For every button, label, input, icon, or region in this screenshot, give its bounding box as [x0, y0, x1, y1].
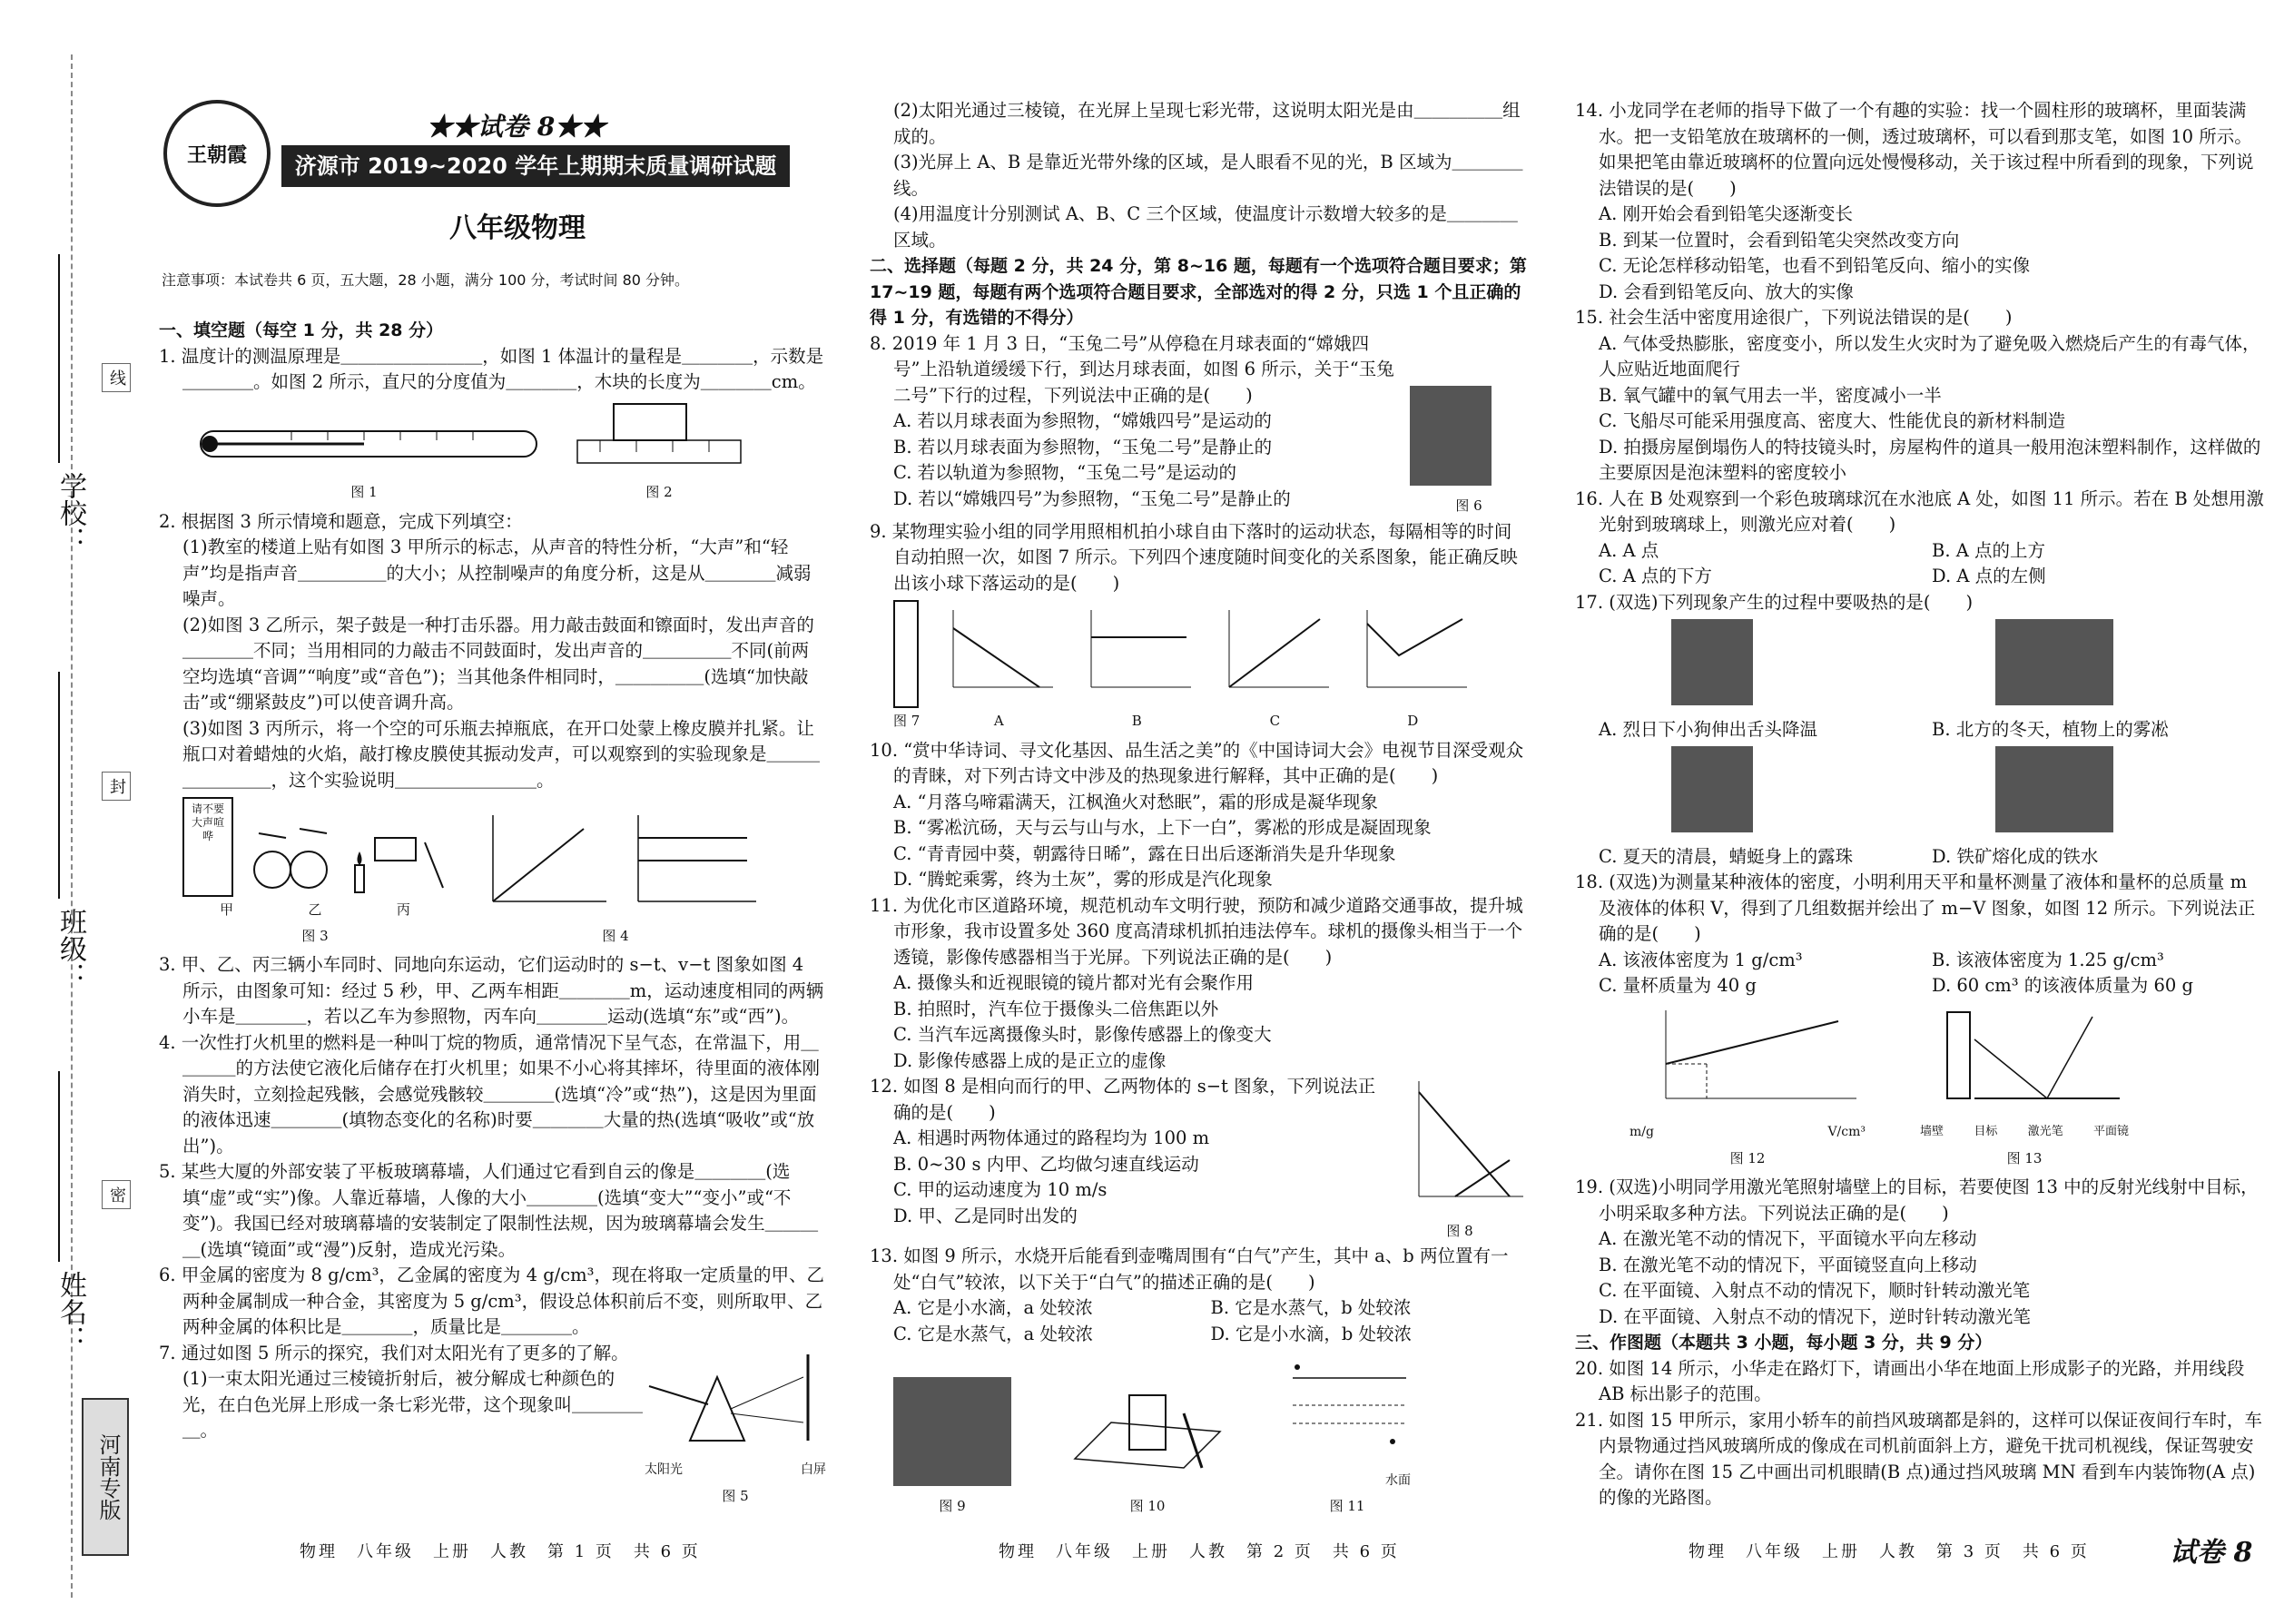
- fig12-ylabel: m/g: [1629, 1125, 1654, 1139]
- figure-4-graphs: [466, 806, 765, 915]
- question-6: 6. 甲金属的密度为 8 g/cm³，乙金属的密度为 4 g/cm³，现在将取一定质量的甲、乙两种金属制成一种合金，其密度为 5 g/cm³，假设总体积前后不变，则所取甲、乙两种金属的体积比是＿＿＿＿，质量比是＿＿＿＿。: [159, 1265, 824, 1337]
- seal-mark-secret: 密: [102, 1180, 131, 1209]
- footer-page-1: 物理 八年级 上册 人教 第 1 页 共 6 页: [300, 1542, 701, 1561]
- section-heading: 一、填空题（每空 1 分，共 28 分）: [159, 320, 444, 340]
- question-2-part-1: (1)教室的楼道上贴有如图 3 甲所示的标志，从声音的特性分析，“大声”和“轻声”均是指声音＿＿＿＿＿的大小；从控制噪声的角度分析，这是从＿＿＿＿减弱噪声。: [182, 536, 812, 609]
- rime-photo: [1995, 619, 2113, 705]
- laser-label: 激光笔: [2027, 1125, 2063, 1138]
- figure-12-caption: 图 12: [1729, 1149, 1766, 1166]
- question-9: 9. 某物理实验小组的同学用照相机拍小球自由下落时的运动状态，每隔相等的时间自动拍照一次，如图 7 所示。下列四个速度随时间变化的关系图象，能正确反映出该小球下落运动的是( ): [870, 520, 1518, 594]
- figure-2-caption: 图 2: [645, 484, 673, 500]
- option-c[interactable]: C. A 点的下方: [1599, 566, 1712, 586]
- column-1: [159, 318, 826, 1509]
- label-jia: 甲: [220, 901, 234, 918]
- option-d[interactable]: D. 影像传感器上成的是正立的虚像: [893, 1049, 1167, 1071]
- question-12: 12. 如图 8 是相向而行的甲、乙两物体的 s−t 图象，下列说法正确的是( ): [870, 1076, 1376, 1123]
- brand-logo: [163, 100, 271, 207]
- quiet-sign: [182, 797, 233, 897]
- question-2-part-2: (2)如图 3 乙所示，架子鼓是一种打击乐器。用力敲击鼓面和镲面时，发出声音的＿＿＿＿不同；当用相同的力敲击不同鼓面时，发出声音的＿＿＿＿＿不同(前两空均选填“音调”“响度”或“音色”)；当其他条件相同时，＿＿＿＿＿(选填“加快敲击”或“绷紧鼓皮”)可以使音调升高。: [182, 614, 814, 713]
- school-field[interactable]: [58, 254, 60, 463]
- figure-9-11: [870, 1351, 1528, 1520]
- question-7-part-3: (3)光屏上 A、B 是靠近光带外缘的区域，是人眼看不见的光，B 区域为＿＿＿＿线。: [893, 152, 1523, 199]
- options-row: [1575, 538, 2265, 565]
- cut-line: [71, 54, 74, 1598]
- footer-page-2: 物理 八年级 上册 人教 第 2 页 共 6 页: [999, 1542, 1400, 1561]
- question-7-part-4: (4)用温度计分别测试 A、B、C 三个区域，使温度计示数增大较多的是＿＿＿＿区域。: [893, 203, 1518, 251]
- option-a[interactable]: A. 该液体密度为 1 g/cm³: [1599, 949, 1803, 970]
- option-c[interactable]: C. 当汽车远离摄像头时，影像传感器上的像变大: [893, 1024, 1272, 1045]
- label-yi: 乙: [308, 901, 322, 918]
- option-a[interactable]: A. 相遇时两物体通过的路程均为 100 m: [893, 1127, 1210, 1148]
- option-d[interactable]: D. 60 cm³ 的该液体质量为 60 g: [1932, 975, 2193, 996]
- options-row: [1575, 948, 2265, 974]
- graph-d: [1354, 601, 1472, 701]
- option-b[interactable]: B. 它是水蒸气，b 处较浓: [1210, 1297, 1412, 1318]
- notice: 注意事项：本试卷共 6 页，五大题，28 小题，满分 100 分，考试时间 80 分钟。: [162, 271, 690, 289]
- seal-mark-line: 线: [102, 363, 131, 392]
- option-d[interactable]: D. 它是小水滴，b 处较浓: [1210, 1323, 1413, 1344]
- option-c[interactable]: C. 甲的运动速度为 10 m/s: [893, 1179, 1108, 1200]
- option-d[interactable]: D. 在平面镜、入射点不动的情况下，逆时针转动激光笔: [1599, 1305, 2031, 1327]
- graph-b-label: B: [1131, 713, 1142, 729]
- graph-a-label: A: [993, 713, 1004, 729]
- question-8: 8. 2019 年 1 月 3 日，“玉兔二号”从停稳在月球表面的“嫦娥四号”上沿轨道缓缓下行，到达月球表面，如图 6 所示，关于“玉兔二号”下行的过程，下列说法中正确的是( ): [870, 332, 1394, 406]
- paper-number: ★★试卷 8★★: [427, 112, 606, 142]
- option-d[interactable]: D. 铁矿熔化成的铁水: [1932, 845, 2099, 867]
- option-a[interactable]: A. 烈日下小狗伸出舌头降温: [1599, 718, 1817, 740]
- class-label: 班级：: [54, 908, 86, 989]
- question-17: 17. (双选)下列现象产生的过程中要吸热的是( ): [1575, 591, 1974, 613]
- paper-tag: 试卷 8: [2170, 1537, 2253, 1569]
- question-15: 15. 社会生活中密度用途很广，下列说法错误的是( ): [1575, 307, 2013, 328]
- option-b[interactable]: B. 拍照时，汽车位于摄像头二倍焦距以外: [893, 998, 1219, 1019]
- options-row: [870, 1295, 1528, 1322]
- option-a[interactable]: A. 若以月球表面为参照物，“嫦娥四号”是运动的: [893, 410, 1272, 431]
- question-14: 14. 小龙同学在老师的指导下做了一个有趣的实验：找一个圆柱形的玻璃杯，里面装满水。把一支铅笔放在玻璃杯的一侧，透过玻璃杯，可以看到那支笔，如图 10 所示。如果把笔由靠近玻璃杯的位置向远处慢慢移动，关于该过程中所看到的现象，下列说法错误的是( ): [1575, 100, 2254, 199]
- question-13: 13. 如图 9 所示，水烧开后能看到壶嘴周围有“白气”产生，其中 a、b 两位置有一处“白气”较浓，以下关于“白气”的描述正确的是( ): [870, 1245, 1509, 1293]
- question-3: 3. 甲、乙、丙三辆小车同时、同地向东运动，它们运动时的 s−t、v−t 图象如图 4 所示，由图象可知：经过 5 秒，甲、乙两车相距＿＿＿＿m，运动速度相同的两辆小车是＿＿＿＿，若以乙车为参照物，丙车向＿＿＿＿运动(选填“东”或“西”)。: [159, 954, 824, 1027]
- glass-pencil-figure: [1066, 1377, 1229, 1486]
- wall-label: 墙壁: [1920, 1125, 1944, 1138]
- options-row: [1575, 973, 2265, 999]
- option-b[interactable]: B. 氧气罐中的氧气用去一半，密度减小一半: [1599, 384, 1942, 406]
- column-3: [1575, 98, 2265, 1511]
- figure-7: [870, 600, 1528, 734]
- school-label: 学校：: [54, 472, 86, 554]
- figure-12-graph: [1629, 1003, 1866, 1112]
- option-a[interactable]: A. 摄像头和近视眼镜的镜片都对光有会聚作用: [893, 972, 1254, 993]
- question-20: 20. 如图 14 所示，小华走在路灯下，请画出小华在地面上形成影子的光路，并用线段 AB 标出影子的范围。: [1575, 1357, 2245, 1404]
- option-c[interactable]: C. 量杯质量为 40 g: [1599, 975, 1757, 996]
- graph-d-label: D: [1407, 713, 1419, 729]
- option-c[interactable]: C. 飞船尽可能采用强度高、密度大、性能优良的新材料制造: [1599, 410, 2066, 431]
- exam-banner: 济源市 2019~2020 学年上期期末质量调研试题: [281, 145, 790, 187]
- section-heading: 三、作图题（本题共 3 小题，每小题 3 分，共 9 分）: [1575, 1333, 1993, 1353]
- sunlight-label: 太阳光: [645, 1462, 683, 1477]
- drum-kit-figure: [250, 815, 331, 897]
- question-7-part-1: (1)一束太阳光通过三棱镜折射后，被分解成七种颜色的光，在白色光屏上形成一条七彩光带，这个现象叫＿＿＿＿＿。: [182, 1368, 644, 1441]
- figure-8-graph: [1392, 1074, 1528, 1210]
- graph-b: [1078, 601, 1196, 701]
- option-b[interactable]: B. 在激光笔不动的情况下，平面镜竖直向上移动: [1599, 1254, 1977, 1275]
- figure-8-caption: 图 8: [1446, 1222, 1473, 1239]
- mirror-label: 平面镜: [2092, 1125, 2129, 1138]
- option-c[interactable]: C. “青青园中葵，朝露待日晞”，露在日出后逐渐消失是升华现象: [893, 842, 1396, 864]
- lunar-rover-photo: [1410, 386, 1492, 486]
- question-2-part-3: (3)如图 3 丙所示，将一个空的可乐瓶去掉瓶底，在开口处蒙上橡皮膜并扎紧。让瓶口对着蜡烛的火焰，敲打橡皮膜使其振动发声，可以观察到的实验现象是＿＿＿＿＿＿＿＿，这个实验说明＿＿＿＿＿＿＿＿。: [182, 717, 821, 791]
- figure-4-caption: 图 4: [602, 927, 629, 944]
- section-heading: 二、选择题（每题 2 分，共 24 分，第 8~16 题，每题有一个选项符合题目要求；第 17~19 题，每题有两个选项符合题目要求，全部选对的得 2 分，只选 1 个且正确的得 1 分，有选错的不得分）: [870, 256, 1527, 328]
- graph-c: [1216, 601, 1334, 701]
- options-row: [1575, 717, 2265, 743]
- kettle-photo: [893, 1377, 1011, 1486]
- water-surface-label: 水面: [1385, 1472, 1411, 1488]
- figure-11-caption: 图 11: [1329, 1498, 1365, 1514]
- figure-5-caption: 图 5: [722, 1487, 749, 1504]
- seal-mark-seal: 封: [102, 772, 131, 801]
- options-row: [870, 1322, 1528, 1348]
- dragonfly-photo: [1671, 746, 1753, 832]
- option-d[interactable]: D. 若以“嫦娥四号”为参照物，“玉兔二号”是静止的: [893, 487, 1291, 509]
- option-a[interactable]: A. A 点: [1599, 539, 1659, 561]
- question-19: 19. (双选)小明同学用激光笔照射墙壁上的目标，若要使图 13 中的反射光线射中目标，小明采取多种方法。下列说法正确的是( ): [1575, 1176, 2259, 1224]
- option-b[interactable]: B. 0~30 s 内甲、乙均做匀速直线运动: [893, 1153, 1199, 1175]
- name-field[interactable]: [58, 1071, 60, 1262]
- option-c[interactable]: C. 夏天的清晨，蜻蜓身上的露珠: [1599, 845, 1854, 867]
- figure-3-caption: 图 3: [301, 927, 329, 944]
- figure-6-caption: 图 6: [1455, 497, 1482, 514]
- subject-title: 八年级物理: [449, 212, 586, 244]
- target-label: 目标: [1974, 1125, 1998, 1138]
- option-a[interactable]: A. 在激光笔不动的情况下，平面镜水平向左移动: [1599, 1228, 1977, 1249]
- bottle-candle-figure: [348, 815, 448, 897]
- option-a[interactable]: A. 它是小水滴，a 处较浓: [893, 1297, 1093, 1318]
- label-bing: 丙: [396, 901, 410, 918]
- option-b[interactable]: B. “雾凇沆砀，天与云与山与水，上下一白”，雾凇的形成是凝固现象: [893, 817, 1432, 838]
- question-5: 5. 某些大厦的外部安装了平板玻璃幕墙，人们通过它看到自云的像是＿＿＿＿(选填“虚”或“实”)像。人靠近幕墙，人像的大小＿＿＿＿(选填“变大”“变小”或“不变”)。我国已经对玻璃幕墙的安装制定了限制性法规，因为玻璃幕墙会发生＿＿＿＿(选填“镜面”或“漫”)反射，造成光污染。: [159, 1161, 819, 1260]
- question-7: 7. 通过如图 5 所示的探究，我们对太阳光有了更多的了解。: [159, 1342, 629, 1363]
- fig12-xlabel: V/cm³: [1827, 1125, 1866, 1139]
- molten-iron-photo: [1995, 746, 2113, 832]
- option-b[interactable]: B. 到某一位置时，会看到铅笔尖突然改变方向: [1599, 229, 1960, 251]
- footer-page-3: 物理 八年级 上册 人教 第 3 页 共 6 页: [1689, 1542, 2090, 1561]
- graph-a: [940, 601, 1058, 701]
- option-a[interactable]: A. 气体受热膨胀，密度变小，所以发生火灾时为了避免吸入燃烧后产生的有毒气体，人应贴近地面爬行: [1599, 332, 2260, 379]
- option-b[interactable]: B. 该液体密度为 1.25 g/cm³: [1932, 949, 2164, 970]
- prism-figure: [645, 1341, 826, 1450]
- screen-label: 白屏: [801, 1462, 826, 1477]
- region-badge: 河南专版: [82, 1398, 129, 1556]
- option-d[interactable]: D. A 点的左侧: [1932, 566, 2046, 586]
- option-a[interactable]: A. 刚开始会看到铅笔尖逐渐变长: [1599, 203, 1853, 224]
- option-d[interactable]: D. 会看到铅笔反向、放大的实像: [1599, 281, 1854, 302]
- option-d[interactable]: D. 拍摄房屋倒塌伤人的特技镜头时，房屋构件的道具一般用泡沫塑料制作，这样做的主要原因是泡沫塑料的密度较小: [1599, 436, 2261, 483]
- class-field[interactable]: [58, 672, 60, 899]
- strobe-photo: [893, 600, 919, 708]
- figure-9-caption: 图 9: [939, 1498, 966, 1514]
- figure-1-2: [159, 399, 826, 506]
- dog-photo: [1671, 619, 1753, 705]
- option-b[interactable]: B. 若以月球表面为参照物，“玉兔二号”是静止的: [893, 436, 1273, 458]
- question-11: 11. 为优化市区道路环境，规范机动车文明行驶，预防和减少道路交通事故，提升城市形象，我市设置多处 360 度高清球机抓拍违法停车。球机的摄像头相当于一个透镜，影像传感器相当于光屏。下列说法正确的是( ): [870, 894, 1523, 968]
- ruler-figure: [573, 399, 745, 472]
- option-d[interactable]: D. “腾蛇乘雾，终为土灰”，雾的形成是汽化现象: [893, 869, 1273, 890]
- pool-figure: [1284, 1351, 1411, 1460]
- question-10: 10. “赏中华诗词、寻文化基因、品生活之美”的《中国诗词大会》电视节目深受观众的青睐，对下列古诗文中涉及的热现象进行解释，其中正确的是( ): [870, 739, 1524, 786]
- photo-row-1: [1575, 619, 2265, 714]
- figure-1-caption: 图 1: [350, 484, 378, 500]
- option-d[interactable]: D. 甲、乙是同时出发的: [893, 1205, 1078, 1226]
- binding-margin: [0, 0, 145, 1624]
- option-a[interactable]: A. “月落乌啼霜满天，江枫渔火对愁眠”，霜的形成是凝华现象: [893, 791, 1378, 812]
- thermometer-figure: [182, 418, 546, 472]
- quiet-sign-text: 请不要大声喧哗: [191, 802, 224, 842]
- option-c[interactable]: C. 若以轨道为参照物，“玉兔二号”是运动的: [893, 462, 1237, 483]
- question-16: 16. 人在 B 处观察到一个彩色玻璃球沉在水池底 A 处，如图 11 所示。若在 B 处想用激光射到玻璃球上，则激光应对着( ): [1575, 487, 2264, 535]
- options-row: [1575, 564, 2265, 590]
- graph-c-label: C: [1269, 713, 1281, 729]
- question-18: 18. (双选)为测量某种液体的密度，小明利用天平和量杯测量了液体和量杯的总质量 m 及液体的体积 V，得到了几组数据并绘出了 m−V 图象，如图 12 所示。下列说法正确的是( ): [1575, 871, 2256, 944]
- option-b[interactable]: B. A 点的上方: [1932, 539, 2046, 561]
- options-row: [1575, 844, 2265, 871]
- figure-13-caption: 图 13: [2006, 1149, 2043, 1166]
- figure-13-diagram: [1920, 1003, 2129, 1112]
- question-1: 1. 温度计的测温原理是＿＿＿＿＿＿＿＿，如图 1 体温计的量程是＿＿＿＿，示数是＿＿＿＿。如图 2 所示，直尺的分度值为＿＿＿＿，木块的长度为＿＿＿＿cm。: [159, 345, 824, 392]
- option-c[interactable]: C. 无论怎样移动铅笔，也看不到铅笔反向、缩小的实像: [1599, 255, 2031, 276]
- question-4: 4. 一次性打火机里的燃料是一种叫丁烷的物质，通常情况下呈气态，在常温下，用＿＿＿＿的方法使它液化后储存在打火机里；如果不小心将其摔坏，待里面的液体刚消失时，立刻捡起残骸，会感觉残骸较＿＿＿＿(选填“冷”或“热”)，这是因为里面的液体迅速＿＿＿＿(填物态变化的名称)时要＿＿＿＿大量的热(选填“吸收”或“放出”)。: [159, 1031, 821, 1156]
- option-c[interactable]: C. 它是水蒸气，a 处较浓: [893, 1323, 1093, 1344]
- question-2: 2. 根据图 3 所示情境和题意，完成下列填空：: [159, 510, 523, 532]
- question-7-part-2: (2)太阳光通过三棱镜，在光屏上呈现七彩光带，这说明太阳光是由＿＿＿＿＿组成的。: [893, 100, 1521, 147]
- question-21: 21. 如图 15 甲所示，家用小轿车的前挡风玻璃都是斜的，这样可以保证夜间行车时，车内景物通过挡风玻璃所成的像成在司机前面斜上方，避免干扰司机视线，保证驾驶安全。请你在图 15 乙中画出司机眼睛(B 点)通过挡风玻璃 MN 看到车内装饰物(A 点)的像的光路图。: [1575, 1409, 2262, 1508]
- figure-3-4: [159, 797, 826, 949]
- column-2: [870, 98, 1528, 1523]
- option-c[interactable]: C. 在平面镜、入射点不动的情况下，顺时针转动激光笔: [1599, 1280, 2031, 1301]
- photo-row-2: [1575, 746, 2265, 841]
- figure-10-caption: 图 10: [1129, 1498, 1166, 1514]
- name-label: 姓名：: [54, 1271, 86, 1353]
- option-b[interactable]: B. 北方的冬天，植物上的雾凇: [1932, 718, 2169, 740]
- figure-7-caption: 图 7: [893, 713, 921, 729]
- brand-logo-text: 王朝霞: [186, 143, 247, 167]
- figure-12-13: [1575, 1003, 2265, 1172]
